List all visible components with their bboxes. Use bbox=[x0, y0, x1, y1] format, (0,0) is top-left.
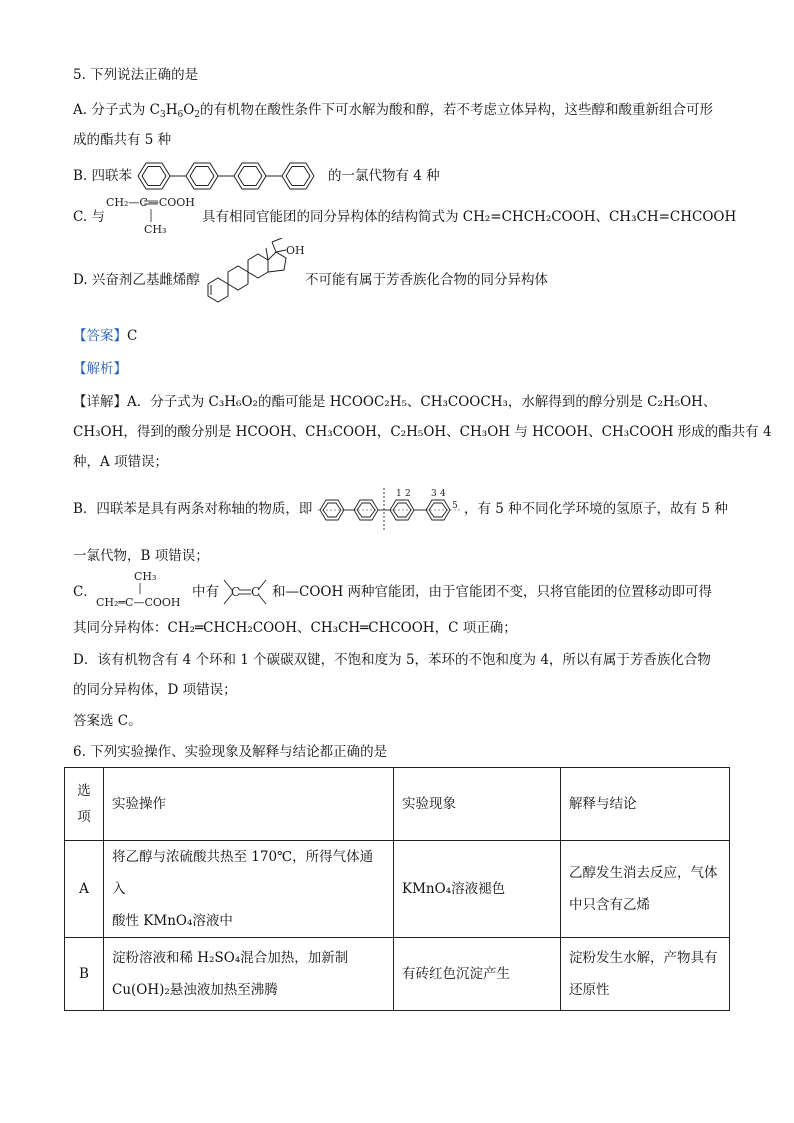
c-detail-top: CH₃ bbox=[134, 570, 157, 583]
row-b-phenomenon: 有砖红色沉淀产生 bbox=[394, 938, 561, 1011]
table-row bbox=[65, 938, 730, 1011]
detail-c-line2: 其同分异构体：CH₂═CHCH₂COOH、CH₃CH═CHCOOH，C 项正确； bbox=[73, 620, 517, 636]
row-a-operation bbox=[104, 841, 394, 938]
svg-text:C: C bbox=[231, 585, 241, 599]
svg-text:C: C bbox=[251, 585, 261, 599]
q5-a-pre: A. 分子式为 C bbox=[73, 102, 160, 118]
q5-a-post: 的有机物在酸性条件下可水解为酸和醇，若不考虑立体异构，这些醇和酸重新组合可形 bbox=[200, 102, 714, 118]
q5-option-d-post: 不可能有属于芳香族化合物的同分异构体 bbox=[305, 272, 548, 288]
row-a-conclusion bbox=[561, 841, 730, 938]
num-5: 5 bbox=[452, 501, 458, 511]
row-a-conclusion-line1: 乙醇发生消去反应，气体 bbox=[569, 865, 718, 881]
header-conclusion: 解释与结论 bbox=[561, 768, 730, 841]
detail-line2: CH₃OH，得到的酸分别是 HCOOH、CH₃COOH，C₂H₅OH、CH₃OH 与 HCOOH、CH₃COOH 形成的酯共有 4 bbox=[73, 424, 772, 440]
row-a-conclusion-line2: 中只含有乙烯 bbox=[569, 897, 650, 913]
num-4: 4 bbox=[440, 489, 446, 499]
detail-line1: 【详解】A．分子式为 C₃H₆O₂的酯可能是 HCOOC₂H₅、CH₃COOCH₃，水解得到的醇分别是 C₂H₅OH、 bbox=[73, 394, 717, 410]
row-a-operation-line1: 将乙醇与浓硫酸共热至 170℃，所得气体通入 bbox=[112, 849, 374, 897]
num-1: 1 bbox=[396, 489, 402, 499]
row-b-operation-line1: 淀粉溶液和稀 H₂SO₄混合加热，加新制 bbox=[112, 950, 349, 966]
alkene-double-bond-icon bbox=[222, 576, 268, 608]
row-a-option: A bbox=[65, 841, 104, 938]
q5-a-sub-h: 6 bbox=[177, 110, 184, 120]
num-2: 2 bbox=[405, 489, 411, 499]
detail-c-post: 和—COOH 两种官能团，由于官能团不变，只将官能团的位置移动即可得 bbox=[272, 584, 713, 600]
header-phenomenon: 实验现象 bbox=[394, 768, 561, 841]
detail-b-post: ，有 5 种不同化学环境的氢原子，故有 5 种 bbox=[464, 501, 728, 517]
detail-d-line2: 的同分异构体，D 项错误； bbox=[73, 682, 237, 698]
row-b-operation bbox=[104, 938, 394, 1011]
detail-line3: 种，A 项错误； bbox=[73, 454, 169, 470]
c-struct-top: CH₂—C—COOH bbox=[106, 196, 195, 209]
answer-value: C bbox=[127, 328, 138, 344]
row-b-operation-line2: Cu(OH)₂悬浊液加热至沸腾 bbox=[112, 982, 278, 998]
answer-line bbox=[73, 327, 137, 345]
q5-option-a-line1 bbox=[73, 101, 713, 119]
d-oh-label: OH bbox=[286, 244, 305, 257]
methacrylic-acid-structure-icon bbox=[104, 194, 204, 238]
analysis-tag: 【解析】 bbox=[73, 361, 127, 377]
q5-option-a-line2: 成的酯共有 5 种 bbox=[73, 132, 172, 148]
answer-tag: 【答案】 bbox=[73, 328, 127, 344]
row-b-conclusion bbox=[561, 938, 730, 1011]
row-a-operation-line2: 酸性 KMnO₄溶液中 bbox=[112, 913, 233, 929]
quaterphenyl-structure-icon bbox=[136, 158, 326, 194]
detail-b-line2: 一氯代物，B 项错误； bbox=[73, 548, 209, 564]
q5-a-h: H bbox=[165, 102, 178, 118]
header-option-line1: 选 bbox=[77, 783, 91, 799]
num-3: 3 bbox=[431, 489, 437, 499]
table-header-row bbox=[65, 768, 730, 841]
ethylestrenol-structure-icon bbox=[202, 238, 306, 310]
row-a-phenomenon: KMnO₄溶液褪色 bbox=[394, 841, 561, 938]
row-b-option: B bbox=[65, 938, 104, 1011]
methacrylic-acid-detail-structure-icon bbox=[94, 568, 194, 610]
q5-stem: 5. 下列说法正确的是 bbox=[73, 67, 199, 83]
detail-conclusion: 答案选 C。 bbox=[73, 713, 142, 729]
detail-b-pre: B．四联苯是具有两条对称轴的物质，即 bbox=[73, 501, 313, 517]
detail-d-line1: D．该有机物含有 4 个环和 1 个碳碳双键，不饱和度为 5，苯环的不饱和度为 4，所以有属于芳香族化合物 bbox=[73, 652, 711, 668]
q5-option-d-pre: D. 兴奋剂乙基雌烯醇 bbox=[73, 272, 200, 288]
row-b-conclusion-line2: 还原性 bbox=[569, 982, 610, 998]
q5-a-o: O bbox=[183, 102, 195, 118]
q5-a-sub-c: 3 bbox=[159, 110, 166, 120]
detail-c-pre: C． bbox=[73, 584, 97, 600]
detail-c-mid: 中有 bbox=[192, 584, 219, 600]
c-struct-bottom: CH₃ bbox=[144, 223, 167, 236]
c-detail-bottom: CH₂═C—COOH bbox=[96, 596, 181, 609]
q6-table bbox=[64, 767, 730, 1011]
q5-option-c-post: 具有相同官能团的同分异构体的结构简式为 CH₂=CHCH₂COOH、CH₃CH=CHCOOH bbox=[202, 209, 737, 225]
q5-a-sub-o: 2 bbox=[194, 110, 201, 120]
table-row bbox=[65, 841, 730, 938]
q5-option-c-pre: C. 与 bbox=[73, 209, 105, 225]
quaterphenyl-symmetry-structure-icon bbox=[318, 486, 462, 530]
row-b-conclusion-line1: 淀粉发生水解，产物具有 bbox=[569, 950, 718, 966]
q5-option-b-pre: B. 四联苯 bbox=[73, 168, 133, 184]
q5-option-b-post: 的一氯代物有 4 种 bbox=[328, 168, 440, 184]
header-option bbox=[65, 768, 104, 841]
header-option-line2: 项 bbox=[77, 809, 91, 825]
q6-stem: 6. 下列实验操作、实验现象及解释与结论都正确的是 bbox=[73, 744, 388, 760]
header-operation: 实验操作 bbox=[104, 768, 394, 841]
